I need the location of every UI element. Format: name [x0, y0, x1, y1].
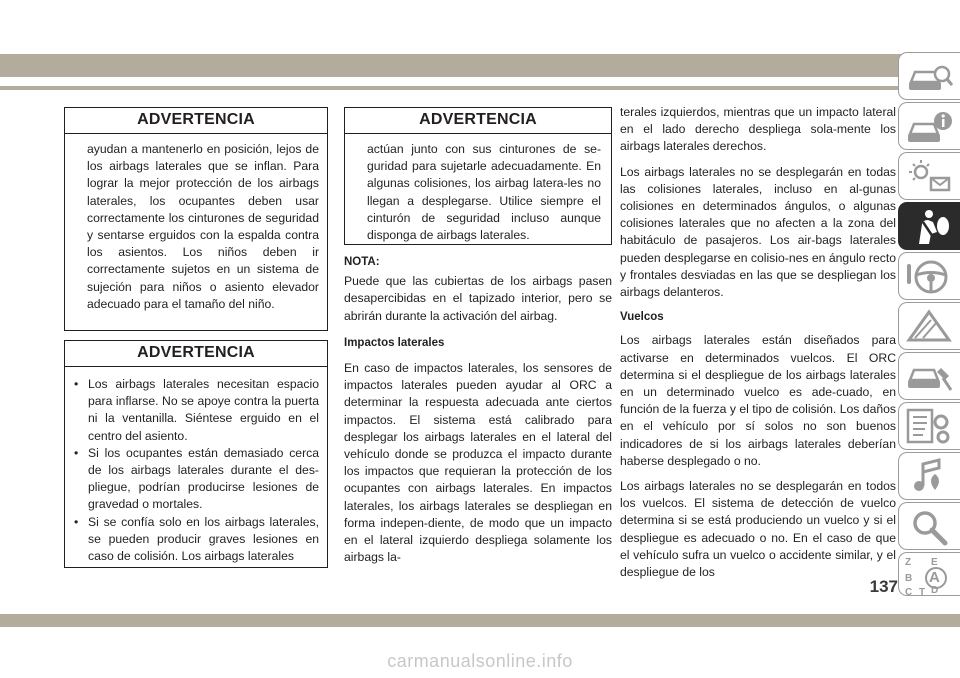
car-info-icon [905, 108, 955, 146]
car-magnifier-icon [905, 58, 955, 96]
warning-text [345, 134, 611, 244]
warning-heading: ADVERTENCIA [65, 108, 327, 134]
car-service-icon [905, 358, 955, 396]
page-number: 137 [869, 577, 898, 596]
bottom-band [0, 614, 960, 627]
section-heading: Vuelcos [620, 311, 664, 324]
index-letter: A [929, 569, 940, 586]
warning-heading: ADVERTENCIA [65, 341, 327, 367]
steering-wheel-icon [905, 258, 955, 296]
tab-search-magnifier-displayed[interactable] [898, 502, 960, 550]
body-paragraph: En caso de impactos laterales, los sensores de impactos laterales pueden ayudar al ORC a determinar la respuesta adecuada ante ciertos impactos. El sistema está calibrado para desplegar los airbags laterales en el lateral del vehículo donde se produzca el impacto durante los impactos que requieran la protección de los ocupantes con airbags laterales. En impactos laterales, los airbags laterales se despliegan en forma indepen-diente, de modo que un impacto en el lateral izquierdo despliega solamente los airbags la- [344, 361, 612, 565]
middle-column [344, 254, 612, 574]
search-magnifier-icon [905, 508, 955, 546]
top-header-line [0, 86, 960, 90]
tab-music-navigation[interactable] [898, 452, 960, 500]
bullet-item: • Los airbags laterales necesitan espacio para inflarse. No se apoye contra la puerta ni la ventanilla. Siéntese erguido en el centro del asiento. [74, 376, 319, 445]
tab-road-warning[interactable] [898, 302, 960, 350]
body-paragraph: terales izquierdos, mientras que un impacto lateral en el lado derecho despliega sola-mente los airbags laterales derechos. [620, 105, 896, 154]
top-header-band [0, 54, 960, 77]
warning-heading: ADVERTENCIA [345, 108, 611, 134]
tab-warning-lights-message[interactable] [898, 152, 960, 200]
seatbelt-airbag-icon [905, 208, 955, 246]
warning-box-1 [64, 107, 328, 331]
right-column [620, 104, 896, 581]
warning-box-2 [64, 340, 328, 568]
bullet-item: • Si se confía solo en los airbags laterales, se pueden producir graves lesiones en caso de colisión. Los airbags laterales [74, 514, 319, 566]
warning-lights-message-icon [905, 158, 955, 196]
checklist-gears-icon [905, 408, 955, 446]
tab-checklist-gears[interactable] [898, 402, 960, 450]
note-text: Puede que las cubiertas de los airbags pasen desapercibidas en el tapizado interior, pero se abrirán durante la activación del airbag. [344, 274, 612, 323]
body-paragraph: Los airbags laterales no se desplegarán en todas las colisiones laterales, incluso en al-gunas colisiones en determinados ángulos, o algunas colisiones laterales que no afecten a la zona del habitáculo de pasajeros. Los air-bags laterales pueden desplegarse en colisio-nes en ángulo recto y frontales desviadas en las que se despliegan los airbags delanteros. [620, 164, 896, 300]
index-letter: C [905, 587, 913, 598]
watermark: carmanualsonline.info [387, 651, 573, 671]
warning-paragraph: ayudan a mantenerlo en posición, lejos de los airbags laterales que se inflan. Para lograr la mejor protección de los airbags laterales, los ocupantes deben usar correctamente los cinturones de seguridad y sentarse erguidos con la espalda contra los asientos. Los niños deben ir correctamente sujetos en un sistema de sujeción para niños o asiento elevador adecuado para el tamaño del niño. [87, 142, 319, 311]
warning-bullet-list [74, 376, 319, 565]
road-warning-icon [905, 308, 955, 346]
tab-steering-wheel[interactable] [898, 252, 960, 300]
music-navigation-icon [905, 458, 955, 496]
body-paragraph: Los airbags laterales están diseñados para activarse en determinados vuelcos. El ORC determina si el despliegue de los airbags laterales en un determinado vuelco es ade-cuado, en función de la fuerza y el tipo de colisión. Los daños en el vehículo por sí solos no son buenos indicadores de si los airbags laterales deberían haberse desplegado o no. [620, 333, 896, 468]
index-letter: Z [905, 557, 912, 568]
warning-text [65, 367, 327, 565]
warning-paragraph: actúan junto con sus cinturones de se-guridad para sujetarle adecuadamente. En algunas colisiones, los airbag latera-les no llegan a desplegarse. Utilice siempre el cinturón de seguridad incluso aunque disponga de airbags laterales. [367, 142, 601, 243]
warning-text [65, 134, 327, 313]
tab-seatbelt-airbag[interactable] [898, 202, 960, 250]
index-letter: E [931, 557, 938, 568]
warning-box-3 [344, 107, 612, 245]
bullet-item: • Si los ocupantes están demasiado cerca de los airbags laterales durante el des-pliegue, podrían producirse lesiones de gravedad o mortales. [74, 445, 319, 514]
tab-car-service[interactable] [898, 352, 960, 400]
index-letter: D [931, 585, 939, 596]
index-ring-icon [925, 567, 947, 589]
tab-car-info[interactable] [898, 102, 960, 150]
note-label: NOTA: [344, 256, 380, 268]
section-heading: Impactos laterales [344, 336, 445, 349]
index-letter: B [905, 573, 913, 584]
index-letter: T [919, 587, 926, 598]
tab-alphabet-index[interactable] [898, 552, 960, 596]
body-paragraph: Los airbags laterales no se desplegarán en todos los vuelcos. El sistema de detección de vuelco determina si se está produciendo un vuelco y si el despliegue es adecuado o no. En el caso de que el vehículo sufra un vuelco o accidente similar, y el despliegue de los [620, 479, 896, 580]
tab-car-magnifier[interactable] [898, 52, 960, 100]
